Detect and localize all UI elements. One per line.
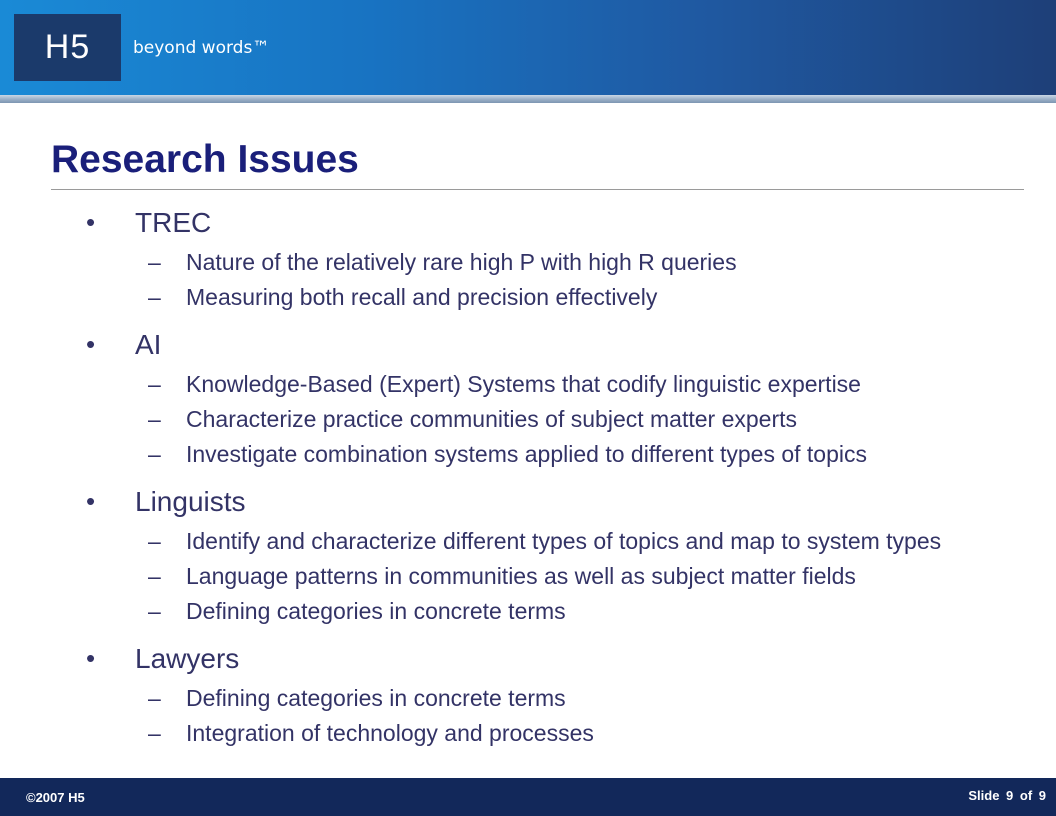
bullet-dot-icon: • — [86, 207, 96, 237]
dash-icon: – — [148, 371, 161, 397]
dash-icon: – — [148, 720, 161, 746]
tagline: beyond words™ — [133, 38, 270, 58]
bullet-dot-icon: • — [86, 329, 96, 359]
dash-icon: – — [148, 685, 161, 711]
bullet-ai — [0, 329, 1056, 367]
sub-item — [0, 280, 1056, 315]
bullet-trec — [0, 207, 1056, 245]
sub-item-text: Identify and characterize different types of topics and map to system types — [186, 528, 942, 554]
dash-icon: – — [148, 406, 161, 432]
bullet-label: AI — [135, 329, 162, 360]
dash-icon: – — [148, 249, 161, 275]
sub-item-text: Integration of technology and processes — [186, 720, 594, 746]
bullet-label: Linguists — [135, 486, 246, 517]
header-strip — [0, 95, 1056, 103]
sub-item-text: Characterize practice communities of subject matter experts — [186, 406, 798, 432]
sub-item — [0, 681, 1056, 716]
sub-item-text: Knowledge-Based (Expert) Systems that codify linguistic expertise — [186, 371, 861, 397]
sub-item-text: Nature of the relatively rare high P with high R queries — [186, 249, 737, 275]
copyright: ©2007 H5 — [26, 790, 85, 805]
logo-text: H5 — [44, 28, 91, 66]
bullet-label: Lawyers — [135, 643, 240, 674]
bullet-list — [0, 207, 1056, 751]
bullet-linguists — [0, 486, 1056, 524]
sub-item — [0, 245, 1056, 280]
bullet-label: TREC — [135, 207, 212, 238]
bullet-dot-icon: • — [86, 643, 96, 673]
sub-item-text: Investigate combination systems applied to different types of topics — [186, 441, 868, 467]
bullet-dot-icon: • — [86, 486, 96, 516]
sub-item — [0, 402, 1056, 437]
dash-icon: – — [148, 563, 161, 589]
bullet-lawyers — [0, 643, 1056, 681]
sub-item-text: Defining categories in concrete terms — [186, 685, 566, 711]
sub-item — [0, 524, 1056, 559]
sub-item — [0, 716, 1056, 751]
sub-item — [0, 437, 1056, 472]
dash-icon: – — [148, 284, 161, 310]
title-divider — [51, 189, 1024, 190]
h5-logo — [14, 14, 121, 81]
slide-number: Slide 9 of 9 — [968, 788, 1046, 803]
sub-item — [0, 594, 1056, 629]
sub-item-text: Defining categories in concrete terms — [186, 598, 566, 624]
dash-icon: – — [148, 528, 161, 554]
slide-title: Research Issues — [51, 138, 359, 181]
sub-item — [0, 367, 1056, 402]
footer-bar — [0, 778, 1056, 816]
sub-item — [0, 559, 1056, 594]
dash-icon: – — [148, 598, 161, 624]
sub-item-text: Language patterns in communities as well as subject matter fields — [186, 563, 856, 589]
dash-icon: – — [148, 441, 161, 467]
sub-item-text: Measuring both recall and precision effectively — [186, 284, 658, 310]
